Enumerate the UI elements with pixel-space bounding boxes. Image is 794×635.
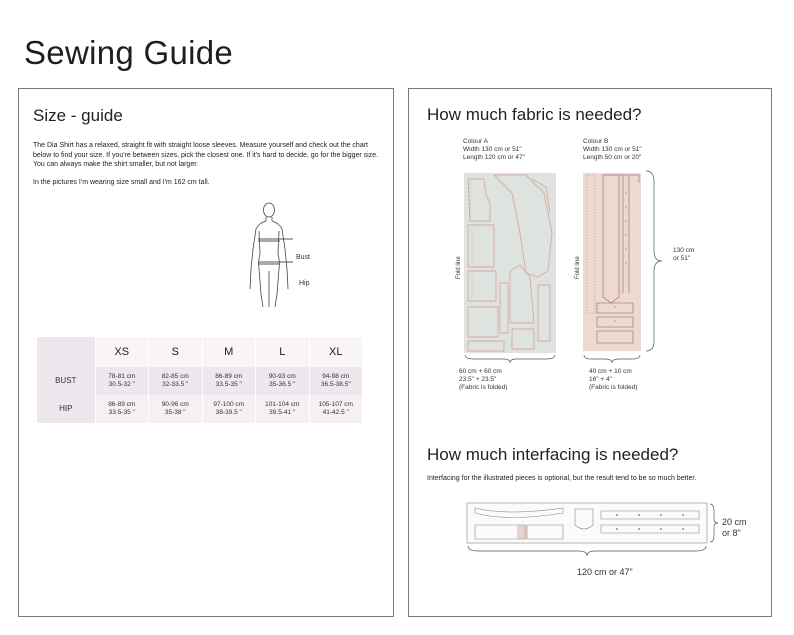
table-corner [37,337,95,367]
table-cell: 90-96 cm 35-38 " [149,395,203,423]
interfacing-heading: How much interfacing is needed? [427,445,679,464]
table-cell: 82-85 cm 32-33.5 " [149,367,203,395]
size-header: M [202,337,256,367]
size-guide-heading: Size - guide [33,106,123,125]
size-header-row [37,337,363,367]
colour-a-fold-line: Fold line [456,256,462,279]
colour-a-fabric-diagram [464,173,556,353]
table-cell: 78-81 cm 30.5-32 " [95,367,149,395]
fabric-panel [408,88,772,617]
interfacing-height-label: 20 cm or 8" [722,517,747,538]
body-figure [229,199,299,309]
table-row [37,395,363,423]
page-title: Sewing Guide [24,34,234,71]
colour-a-width-brace [464,354,556,364]
colour-b-dimensions: 40 cm + 10 cm 16" + 4" (Fabric is folded) [589,368,638,391]
interfacing-diagram [467,503,707,543]
row-label: BUST [37,367,95,395]
colour-a-label: Colour A Width 130 cm or 51" Length 120 cm or 47" [463,138,525,161]
table-cell: 90-93 cm 35-36.5 " [256,367,310,395]
size-header: S [149,337,203,367]
colour-b-height-brace [645,169,667,353]
colour-b-fold-line: Fold line [575,256,581,279]
colour-b-fabric-diagram [583,173,641,351]
interfacing-text: Interfacing for the illustrated pieces is optional, but the result tend to be so much better. [427,475,697,482]
table-cell: 101-104 cm 39.5-41 " [256,395,310,423]
size-header: XS [95,337,149,367]
colour-b-width-brace [583,354,641,364]
size-header: XL [309,337,363,367]
table-cell: 105-107 cm 41-42.5 " [309,395,363,423]
table-cell: 86-89 cm 33.5-35 " [202,367,256,395]
table-cell: 94-98 cm 36.5-38.5" [309,367,363,395]
colour-b-height-label: 130 cm or 51" [673,247,695,262]
table-cell: 97-100 cm 38-39.5 " [202,395,256,423]
interfacing-width-brace [467,545,707,557]
size-guide-panel [18,88,394,617]
size-chart-table [37,337,363,423]
bust-label: Bust [296,254,311,261]
colour-b-label: Colour B Width 130 cm or 51" Length 50 cm or 20" [583,138,642,161]
row-label: HIP [37,395,95,423]
size-guide-note: In the pictures I'm wearing size small and I'm 162 cm tall. [33,179,210,186]
interfacing-height-brace [709,503,719,543]
interfacing-width-label: 120 cm or 47" [577,567,633,577]
fabric-heading: How much fabric is needed? [427,105,642,124]
table-row [37,367,363,395]
hip-label: Hip [299,280,310,287]
size-header: L [256,337,310,367]
colour-a-dimensions: 60 cm + 60 cm 23.5" + 23.5" (Fabric is folded) [459,368,508,391]
size-guide-intro: The Dia Shirt has a relaxed, straight fit with straight loose sleeves. Measure yourself and check out the chart below to find your size. If you're between sizes, pick the closest one. If it's hard to decide, go for the bigger size. You can always make the shirt smaller, but not larger. [33,142,379,169]
table-cell: 86-89 cm 33.5-35 " [95,395,149,423]
